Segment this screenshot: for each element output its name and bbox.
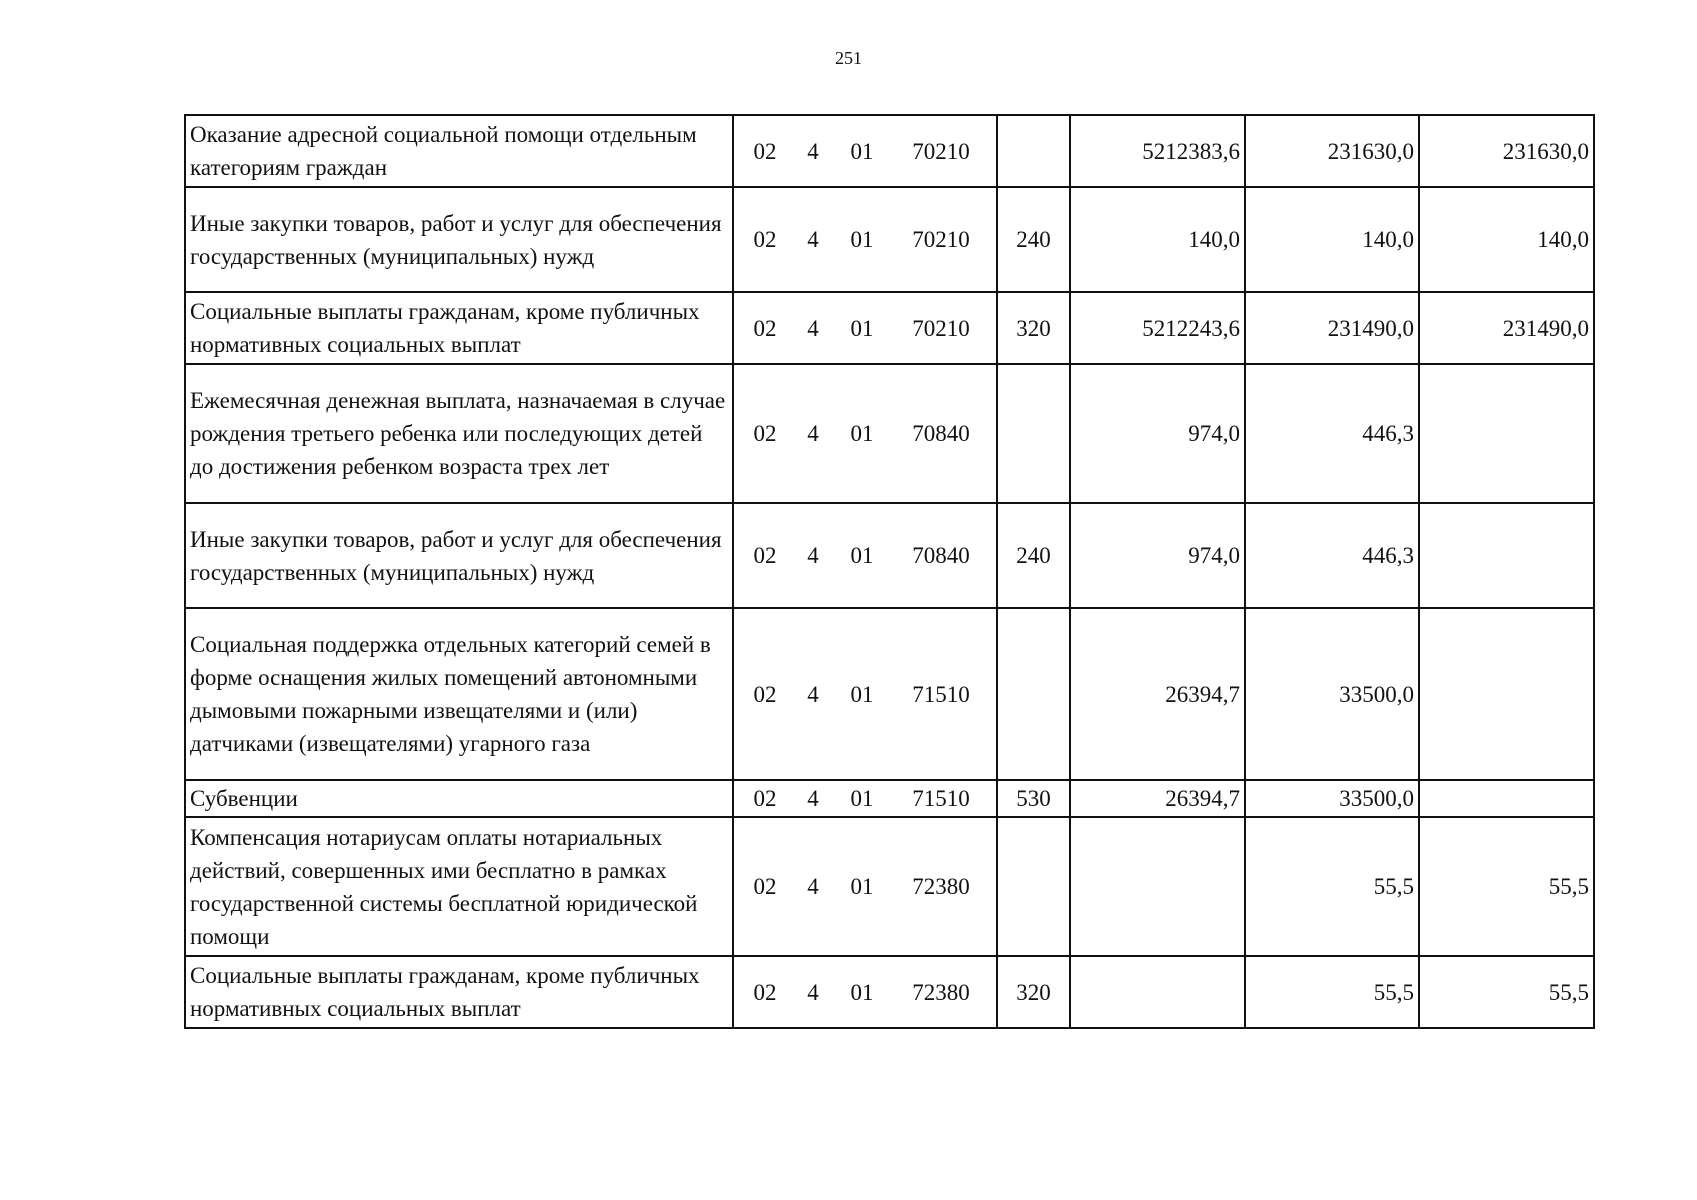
row-value-3: 140,0 (1419, 187, 1594, 292)
row-code (733, 780, 997, 817)
code-direction: 71510 (912, 681, 970, 707)
row-name: Социальные выплаты гражданам, кроме публичных нормативных социальных выплат (185, 956, 733, 1028)
code-direction: 72380 (912, 979, 970, 1005)
row-value-1: 5212383,6 (1070, 115, 1245, 187)
table-row (185, 956, 1594, 1028)
code-section: 02 (753, 227, 777, 252)
code-subprogram: 01 (850, 421, 874, 446)
code-subprogram: 01 (850, 315, 874, 341)
table-row (185, 780, 1594, 817)
code-section: 02 (753, 681, 777, 707)
row-value-3 (1419, 608, 1594, 780)
row-value-1: 26394,7 (1070, 608, 1245, 780)
table-row (185, 817, 1594, 956)
code-subprogram: 01 (850, 979, 874, 1005)
row-value-1: 974,0 (1070, 503, 1245, 608)
code-direction: 70840 (912, 543, 970, 568)
code-section: 02 (753, 138, 777, 164)
row-expense-type (997, 608, 1070, 780)
row-code (733, 817, 997, 956)
row-code (733, 115, 997, 187)
row-name: Социальная поддержка отдельных категорий семей в форме оснащения жилых помещений автономными дымовыми пожарными извещателями и (или) датчиками (извещателями) угарного газа (185, 608, 733, 780)
row-value-3: 55,5 (1419, 817, 1594, 956)
code-program: 4 (807, 874, 819, 899)
row-name: Иные закупки товаров, работ и услуг для обеспечения государственных (муниципальных) нужд (185, 503, 733, 608)
row-value-3 (1419, 364, 1594, 503)
code-section: 02 (753, 874, 777, 899)
row-name: Субвенции (185, 780, 733, 817)
code-subprogram: 01 (850, 227, 874, 252)
row-value-1: 140,0 (1070, 187, 1245, 292)
row-value-2: 231630,0 (1245, 115, 1419, 187)
code-direction: 70210 (912, 138, 970, 164)
code-section: 02 (753, 786, 777, 811)
code-subprogram: 01 (850, 681, 874, 707)
code-program: 4 (807, 227, 819, 252)
row-value-1: 974,0 (1070, 364, 1245, 503)
table-row (185, 503, 1594, 608)
code-section: 02 (753, 979, 777, 1005)
row-expense-type: 240 (997, 503, 1070, 608)
budget-table (184, 114, 1595, 1029)
code-direction: 71510 (912, 786, 970, 811)
row-code (733, 956, 997, 1028)
row-value-2: 446,3 (1245, 503, 1419, 608)
code-program: 4 (807, 421, 819, 446)
code-direction: 70210 (912, 227, 970, 252)
row-value-1 (1070, 956, 1245, 1028)
code-section: 02 (753, 421, 777, 446)
code-direction: 70840 (912, 421, 970, 446)
row-value-3 (1419, 780, 1594, 817)
code-direction: 70210 (912, 315, 970, 341)
row-value-2: 231490,0 (1245, 292, 1419, 364)
row-value-3: 231490,0 (1419, 292, 1594, 364)
row-name: Иные закупки товаров, работ и услуг для обеспечения государственных (муниципальных) нужд (185, 187, 733, 292)
table-row (185, 364, 1594, 503)
row-code (733, 364, 997, 503)
row-expense-type: 320 (997, 292, 1070, 364)
table-row (185, 115, 1594, 187)
code-subprogram: 01 (850, 874, 874, 899)
row-expense-type: 240 (997, 187, 1070, 292)
table-row (185, 187, 1594, 292)
table-row (185, 608, 1594, 780)
code-program: 4 (807, 543, 819, 568)
row-expense-type: 320 (997, 956, 1070, 1028)
table-row (185, 292, 1594, 364)
page-number: 251 (835, 48, 862, 68)
code-direction: 72380 (912, 874, 970, 899)
row-code (733, 292, 997, 364)
code-section: 02 (753, 543, 777, 568)
row-expense-type: 530 (997, 780, 1070, 817)
row-code (733, 187, 997, 292)
row-value-2: 140,0 (1245, 187, 1419, 292)
row-name: Ежемесячная денежная выплата, назначаемая в случае рождения третьего ребенка или последующих детей до достижения ребенком возраста трех лет (185, 364, 733, 503)
row-expense-type (997, 817, 1070, 956)
row-value-3: 55,5 (1419, 956, 1594, 1028)
row-expense-type (997, 364, 1070, 503)
row-value-2: 55,5 (1245, 817, 1419, 956)
code-program: 4 (807, 786, 819, 811)
row-value-3: 231630,0 (1419, 115, 1594, 187)
row-value-1: 26394,7 (1070, 780, 1245, 817)
code-program: 4 (807, 315, 819, 341)
code-subprogram: 01 (850, 138, 874, 164)
row-expense-type (997, 115, 1070, 187)
row-name: Социальные выплаты гражданам, кроме публичных нормативных социальных выплат (185, 292, 733, 364)
row-code (733, 503, 997, 608)
code-program: 4 (807, 979, 819, 1005)
code-subprogram: 01 (850, 543, 874, 568)
row-value-2: 33500,0 (1245, 608, 1419, 780)
row-name: Оказание адресной социальной помощи отдельным категориям граждан (185, 115, 733, 187)
row-value-3 (1419, 503, 1594, 608)
row-value-2: 446,3 (1245, 364, 1419, 503)
row-value-2: 33500,0 (1245, 780, 1419, 817)
row-value-2: 55,5 (1245, 956, 1419, 1028)
row-value-1 (1070, 817, 1245, 956)
row-name: Компенсация нотариусам оплаты нотариальных действий, совершенных ими бесплатно в рамках государственной системы бесплатной юридической помощи (185, 817, 733, 956)
row-code (733, 608, 997, 780)
row-value-1: 5212243,6 (1070, 292, 1245, 364)
code-program: 4 (807, 681, 819, 707)
code-program: 4 (807, 138, 819, 164)
code-section: 02 (753, 315, 777, 341)
code-subprogram: 01 (850, 786, 874, 811)
